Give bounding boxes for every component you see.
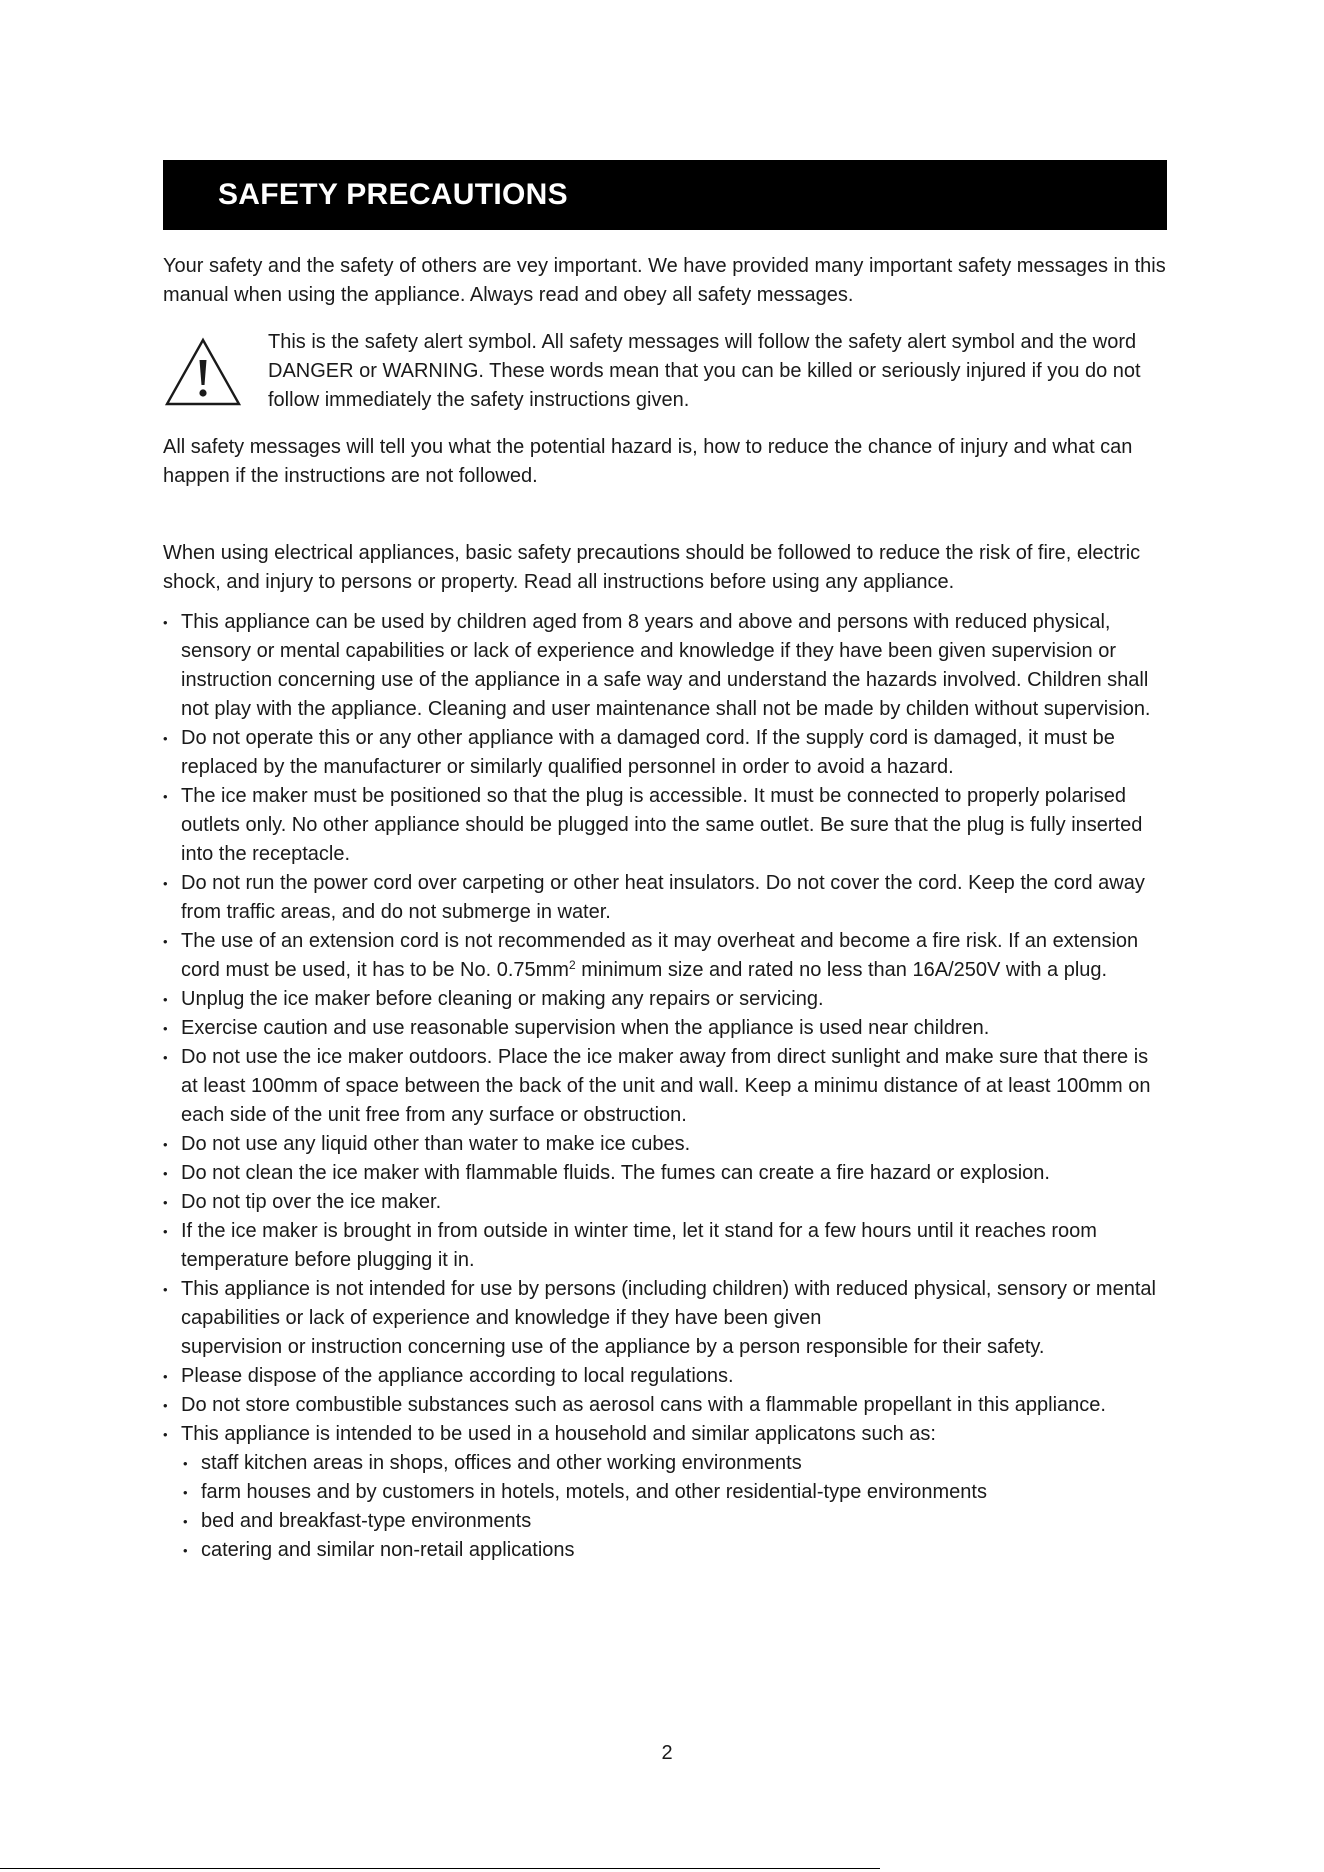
list-item-text: The use of an extension cord is not recommended as it may overheat and become a fire risk. If an extension cord must be used, it has to be No. 0.75mm	[181, 930, 1139, 981]
warning-triangle-icon	[163, 328, 268, 415]
list-item: • This appliance is intended to be used in a household and similar applicatons such as:	[163, 1420, 1167, 1449]
list-item: • If the ice maker is brought in from outside in winter time, let it stand for a few hours until it reaches room temperature before plugging it in.	[163, 1217, 1167, 1275]
sub-list-container	[163, 1449, 1167, 1565]
manual-page	[163, 160, 1167, 1565]
list-item	[163, 927, 1167, 985]
application-examples-list	[163, 1449, 1167, 1565]
page-number: 2	[661, 1742, 673, 1764]
section-title: SAFETY PRECAUTIONS	[218, 178, 568, 211]
safety-messages-note: All safety messages will tell you what the potential hazard is, how to reduce the chance of injury and what can happen if the instructions are not followed.	[163, 436, 1133, 487]
list-item: • This appliance can be used by children aged from 8 years and above and persons with reduced physical, sensory or mental capabilities or lack of experience and knowledge if they have been given supervision or instruction concerning use of the appliance in a safe way and understand the hazards involved. Children shall not play with the appliance. Cleaning and user maintenance shall not be made by childen without supervision.	[163, 608, 1167, 724]
safety-alert-text: This is the safety alert symbol. All safety messages will follow the safety alert symbol and the word DANGER or WARNING. These words mean that you can be killed or seriously injured if you do not follow immediately the safety instructions given.	[268, 331, 1141, 411]
precautions-list	[163, 608, 1167, 1565]
list-item: • Do not clean the ice maker with flammable fluids. The fumes can create a fire hazard or explosion.	[163, 1159, 1167, 1188]
list-item: • Unplug the ice maker before cleaning or making any repairs or servicing.	[163, 985, 1167, 1014]
bottom-rule	[0, 1868, 880, 1869]
sub-list-item: • catering and similar non-retail applications	[183, 1536, 1167, 1565]
list-item: • The ice maker must be positioned so that the plug is accessible. It must be connected to properly polarised outlets only. No other appliance should be plugged into the same outlet. Be sure that the plug is fully inserted into the receptacle.	[163, 782, 1167, 869]
superscript: 2	[568, 958, 576, 972]
general-precautions-paragraph: When using electrical appliances, basic safety precautions should be followed to reduce the risk of fire, electric shock, and injury to persons or property. Read all instructions before using any appliance.	[163, 542, 1141, 593]
safety-alert-block	[163, 328, 1167, 415]
list-item-text: minimum size and rated no less than 16A/250V with a plug.	[575, 959, 1108, 981]
section-header-banner	[163, 160, 1167, 230]
list-item-text: This appliance is not intended for use by persons (including children) with reduced physical, sensory or mental capabilities or lack of experience and knowledge if they have been given	[181, 1278, 1156, 1329]
list-item: • Do not use any liquid other than water to make ice cubes.	[163, 1130, 1167, 1159]
list-item: • Do not use the ice maker outdoors. Place the ice maker away from direct sunlight and make sure that there is at least 100mm of space between the back of the unit and wall. Keep a minimu distance of at least 100mm on each side of the unit free from any surface or obstruction.	[163, 1043, 1167, 1130]
sub-list-item: • bed and breakfast-type environments	[183, 1507, 1167, 1536]
list-item	[163, 1275, 1167, 1362]
list-item-text: supervision or instruction concerning use of the appliance by a person responsible for their safety.	[181, 1336, 1045, 1358]
sub-list-item: • staff kitchen areas in shops, offices and other working environments	[183, 1449, 1167, 1478]
list-item: • Do not operate this or any other appliance with a damaged cord. If the supply cord is damaged, it must be replaced by the manufacturer or similarly qualified personnel in order to avoid a hazard.	[163, 724, 1167, 782]
list-item: • Do not run the power cord over carpeting or other heat insulators. Do not cover the cord. Keep the cord away from traffic areas, and do not submerge in water.	[163, 869, 1167, 927]
list-item: • Do not store combustible substances such as aerosol cans with a flammable propellant in this appliance.	[163, 1391, 1167, 1420]
list-item: • Please dispose of the appliance according to local regulations.	[163, 1362, 1167, 1391]
sub-list-item: • farm houses and by customers in hotels, motels, and other residential-type environments	[183, 1478, 1167, 1507]
list-item: • Exercise caution and use reasonable supervision when the appliance is used near children.	[163, 1014, 1167, 1043]
list-item: • Do not tip over the ice maker.	[163, 1188, 1167, 1217]
intro-paragraph: Your safety and the safety of others are vey important. We have provided many important safety messages in this manual when using the appliance. Always read and obey all safety messages.	[163, 255, 1166, 306]
